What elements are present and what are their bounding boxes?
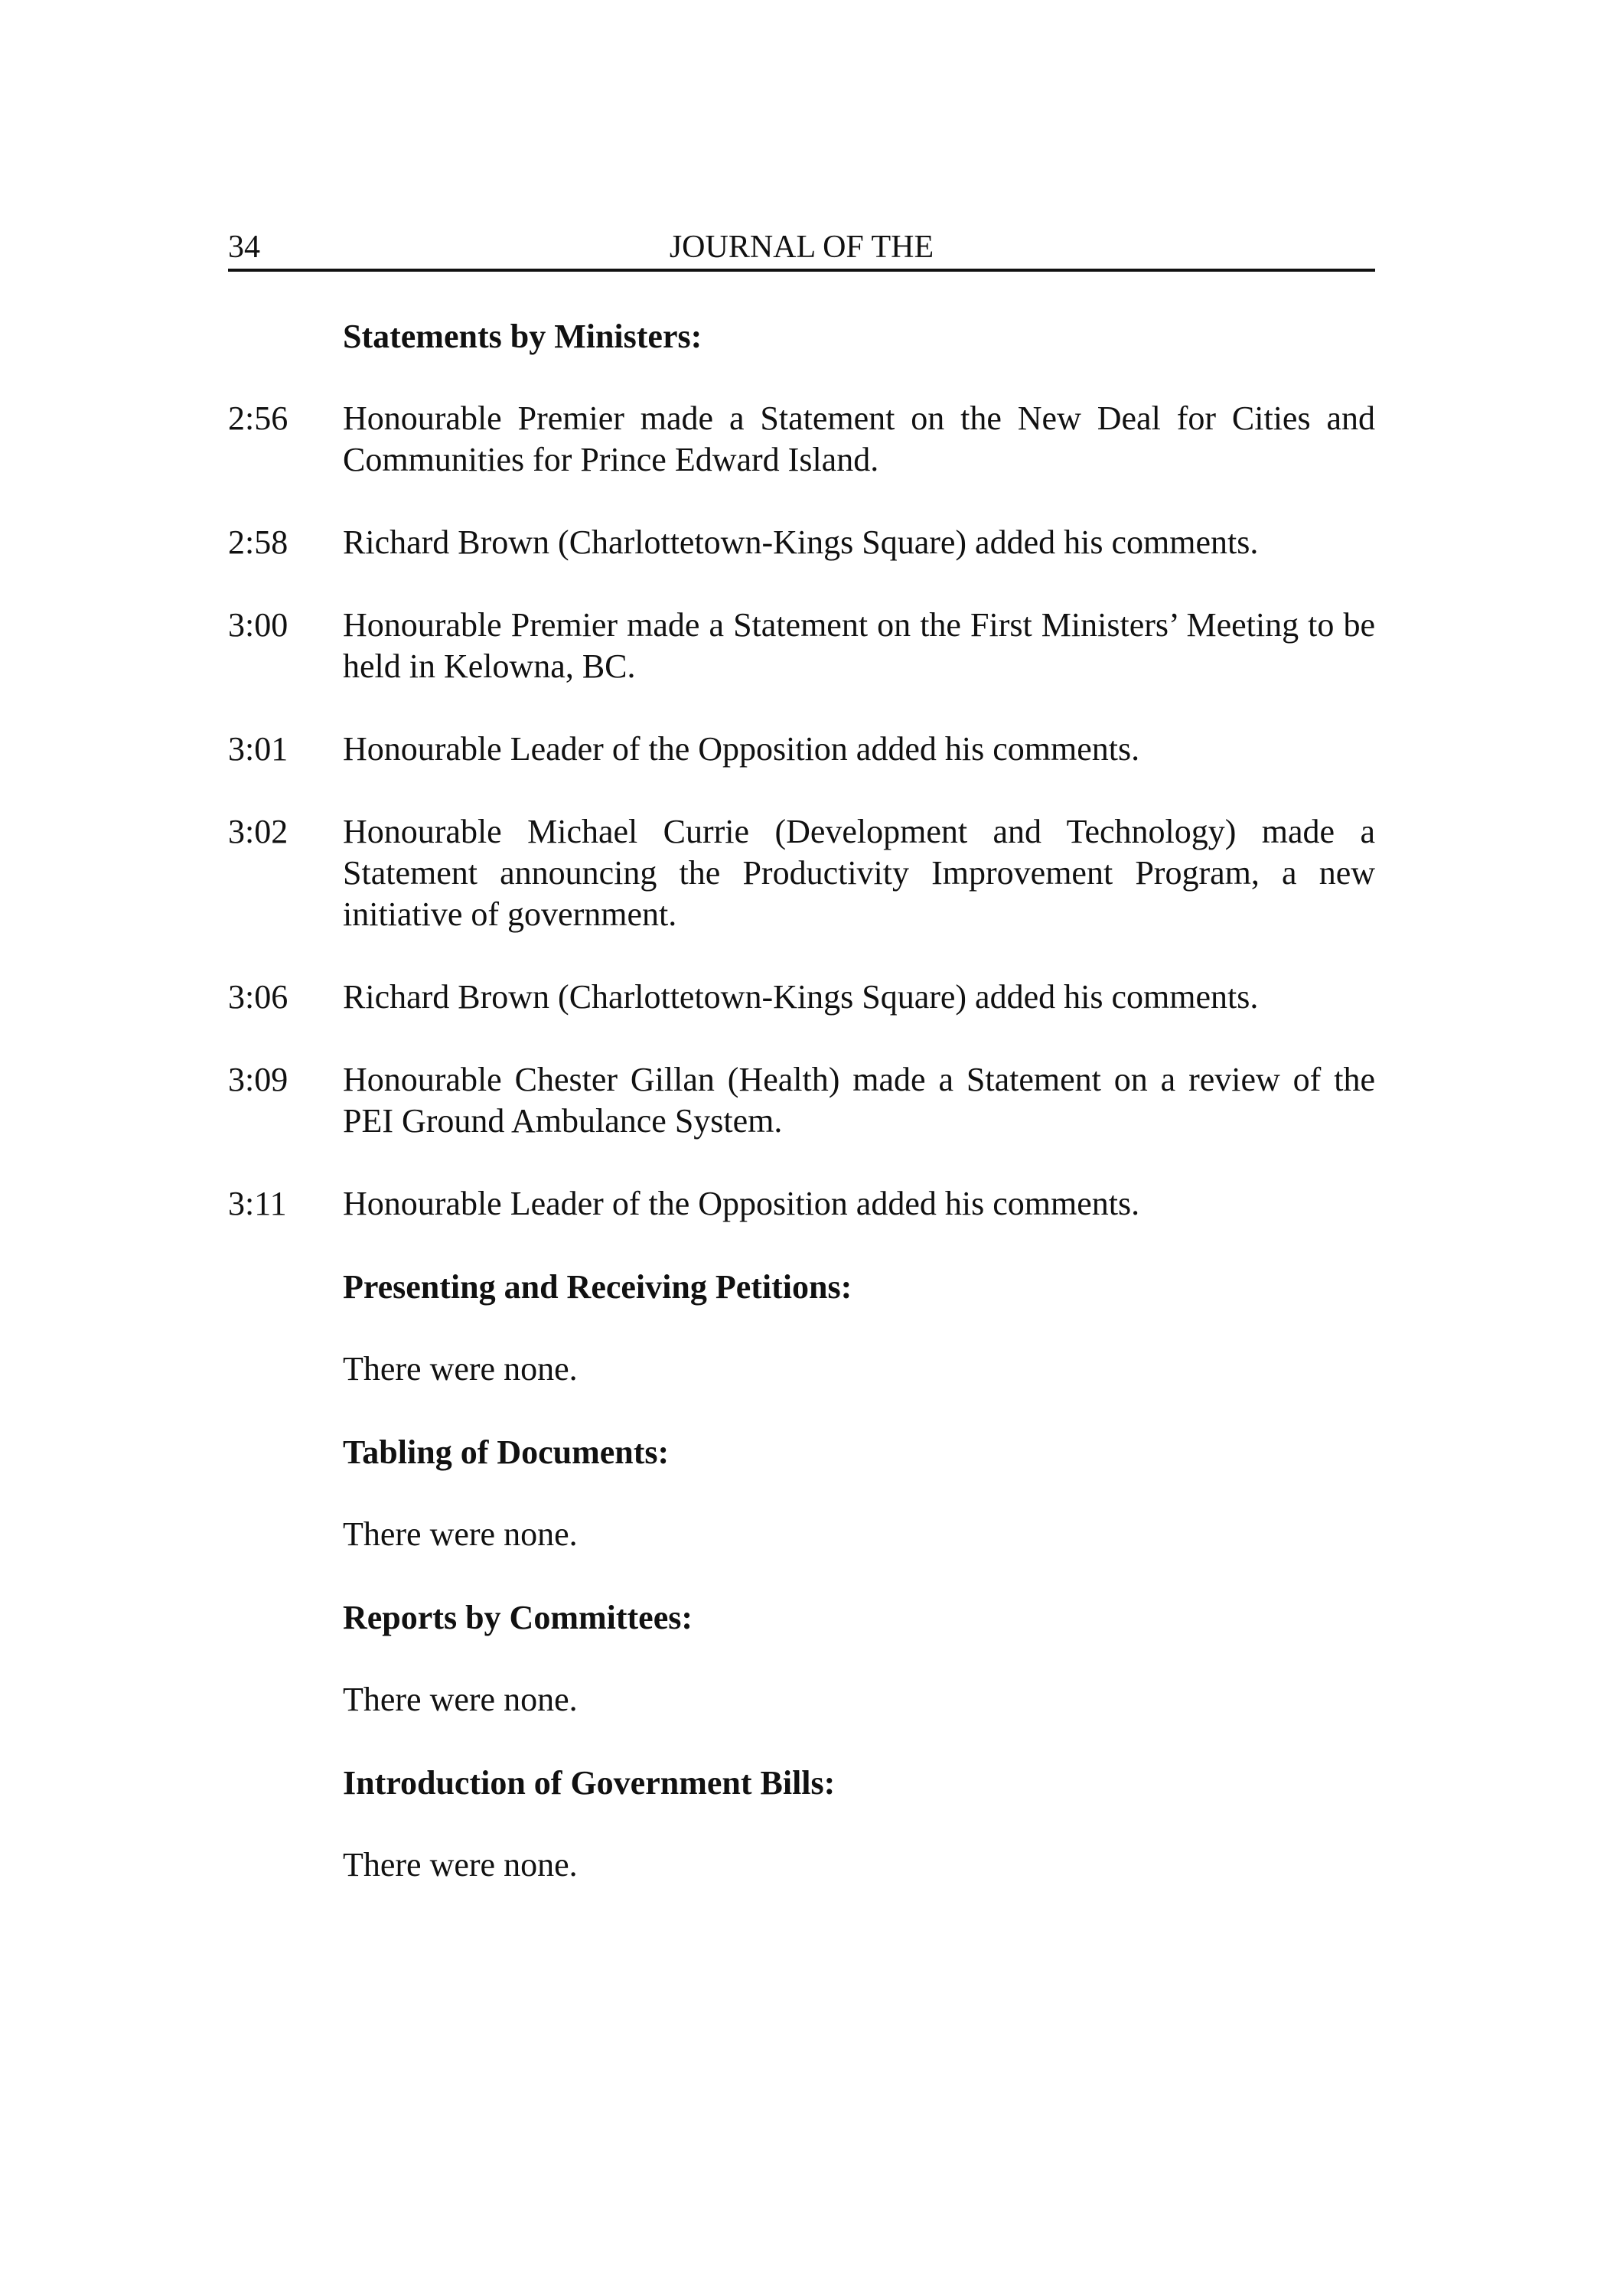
entry-text: Richard Brown (Charlottetown-Kings Square) added his comments. bbox=[343, 978, 1259, 1016]
entry-time: 3:06 bbox=[228, 978, 288, 1016]
entry-time: 3:01 bbox=[228, 730, 288, 768]
entry-time: 2:58 bbox=[228, 523, 288, 561]
statement-entry bbox=[228, 522, 1375, 563]
statement-entry bbox=[228, 1183, 1375, 1225]
statement-entry bbox=[228, 811, 1375, 935]
section-heading-statements: Statements by Ministers: bbox=[343, 318, 702, 355]
statement-entry bbox=[228, 729, 1375, 770]
section-heading-reports: Reports by Committees: bbox=[343, 1599, 693, 1636]
section-text-petitions: There were none. bbox=[343, 1350, 578, 1388]
entry-time: 3:09 bbox=[228, 1061, 288, 1098]
entry-text: Richard Brown (Charlottetown-Kings Square) added his comments. bbox=[343, 523, 1259, 561]
entry-text: Honourable Premier made a Statement on the First Ministers’ Meeting to be held in Kelowna, BC. bbox=[343, 606, 1375, 685]
entry-text: Honourable Chester Gillan (Health) made a Statement on a review of the PEI Ground Ambulance System. bbox=[343, 1061, 1375, 1140]
section-text-reports: There were none. bbox=[343, 1681, 578, 1718]
entry-text: Honourable Leader of the Opposition added his comments. bbox=[343, 1185, 1140, 1222]
page-number: 34 bbox=[228, 230, 260, 265]
section-text-tabling: There were none. bbox=[343, 1515, 578, 1553]
entry-text: Honourable Premier made a Statement on the New Deal for Cities and Communities for Prince Edward Island. bbox=[343, 400, 1375, 478]
section-heading-bills: Introduction of Government Bills: bbox=[343, 1764, 836, 1802]
section-heading-tabling: Tabling of Documents: bbox=[343, 1433, 670, 1471]
section-heading-petitions: Presenting and Receiving Petitions: bbox=[343, 1268, 852, 1306]
statement-entry bbox=[228, 605, 1375, 687]
entry-text: Honourable Leader of the Opposition added his comments. bbox=[343, 730, 1140, 768]
statement-entry bbox=[228, 977, 1375, 1018]
page-header bbox=[228, 226, 1375, 272]
statement-entry bbox=[228, 398, 1375, 481]
running-head: JOURNAL OF THE bbox=[669, 230, 934, 265]
entry-time: 3:02 bbox=[228, 813, 288, 850]
entry-time: 2:56 bbox=[228, 400, 288, 437]
entry-time: 3:11 bbox=[228, 1185, 287, 1222]
entry-time: 3:00 bbox=[228, 606, 288, 644]
section-text-bills: There were none. bbox=[343, 1846, 578, 1883]
statement-entry bbox=[228, 1059, 1375, 1142]
journal-body bbox=[228, 315, 1375, 1927]
entry-text: Honourable Michael Currie (Development and Technology) made a Statement announcing the Productivity Improvement Program, a new initiative of government. bbox=[343, 813, 1375, 933]
